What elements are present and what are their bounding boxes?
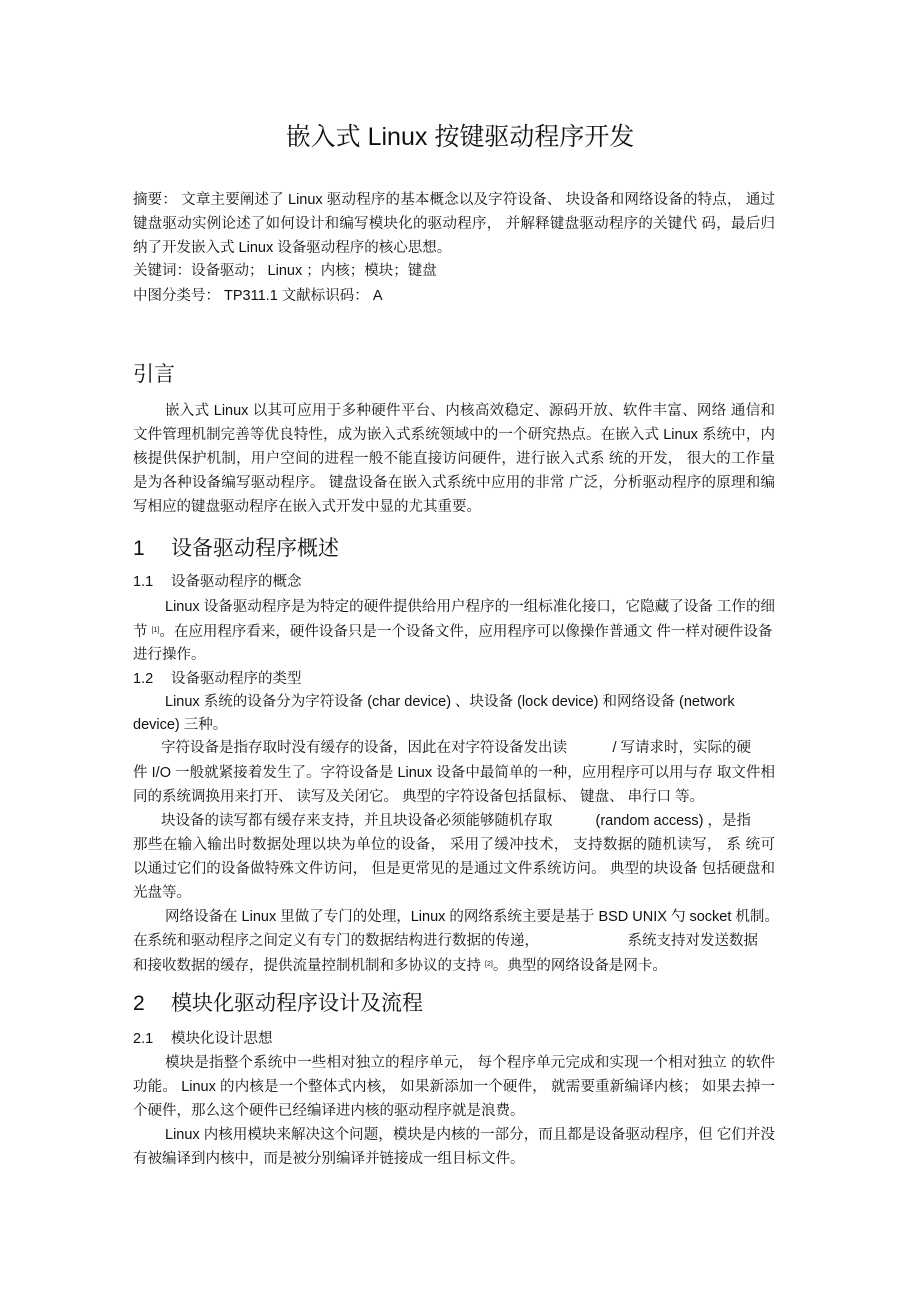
paragraph-line — [133, 931, 758, 951]
classification: 中图分类号： TP311.1 文献标识码： A — [133, 288, 383, 304]
section-2-heading — [133, 990, 423, 1018]
paragraph-line: 是为各种设备编写驱动程序。 键盘设备在嵌入式系统中应用的非常 广泛，分析驱动程序的原理和编 — [133, 475, 775, 491]
paragraph-line: 以通过它们的设备做特殊文件访问， 但是更常见的是通过文件系统访问。 典型的块设备 包括硬盘和 — [133, 861, 775, 877]
paragraph-line: 嵌入式 Linux 以其可应用于多种硬件平台、内核高效稳定、源码开放、软件丰富、网络 通信和 — [165, 403, 775, 419]
text: 块设备的读写都有缓存来支持，并且块设备必须能够随机存取 — [161, 813, 553, 829]
citation-ref: [1] — [151, 627, 160, 634]
abstract-line: 键盘驱动实例论述了如何设计和编写模块化的驱动程序， 并解释键盘驱动程序的关键代 码，最后归 — [133, 216, 775, 232]
paragraph-line — [161, 811, 751, 831]
text: 字符设备是指存取时没有缓存的设备，因此在对字符设备发出读 — [161, 740, 567, 756]
subsection-number: 2.1 — [133, 1031, 154, 1047]
text: 和接收数据的缓存，提供流量控制机制和多协议的支持 — [133, 958, 481, 974]
paragraph-line: 写相应的键盘驱动程序在嵌入式开发中显的尤其重要。 — [133, 499, 481, 515]
paragraph-line: 核提供保护机制，用户空间的进程一般不能直接访问硬件，进行嵌入式系 统的开发， 很大的工作量 — [133, 451, 775, 467]
subsection-title: 设备驱动程序的概念 — [171, 574, 302, 590]
paragraph-line: 进行操作。 — [133, 647, 206, 663]
document-title: 嵌入式 Linux 按键驱动程序开发 — [285, 123, 635, 151]
text: 。在应用程序看来，硬件设备只是一个设备文件，应用程序可以像操作普通文 件一样对硬件设备 — [159, 624, 773, 640]
paragraph-line: device) 三种。 — [133, 717, 228, 733]
text: / 写请求时，实际的硬 — [612, 740, 751, 756]
paragraph-line — [133, 621, 772, 642]
paragraph-line: Linux 系统的设备分为字符设备 (char device) 、块设备 (lock device) 和网络设备 (network — [165, 694, 735, 710]
section-title: 设备驱动程序概述 — [171, 537, 339, 560]
paragraph-line: 模块是指整个系统中一些相对独立的程序单元， 每个程序单元完成和实现一个相对独立 的软件 — [165, 1055, 775, 1071]
paragraph-line: 网络设备在 Linux 里做了专门的处理，Linux 的网络系统主要是基于 BSD UNIX 勺 socket 机制。 — [165, 909, 779, 925]
citation-ref: [2] — [485, 961, 493, 968]
section-1-heading — [133, 535, 339, 563]
text: 在系统和驱动程序之间定义有专门的数据结构进行数据的传递， — [133, 933, 539, 949]
paragraph-line: 个硬件，那么这个硬件已经编译进内核的驱动程序就是浪费。 — [133, 1103, 525, 1119]
intro-heading: 引言 — [133, 363, 175, 386]
subsection-title: 设备驱动程序的类型 — [171, 671, 302, 687]
subsection-2-1-heading — [133, 1029, 273, 1049]
text: 系统支持对发送数据 — [627, 933, 758, 949]
section-number: 2 — [133, 992, 145, 1015]
paragraph-line: 功能。 Linux 的内核是一个整体式内核， 如果新添加一个硬件， 就需要重新编译内核； 如果去掉一 — [133, 1079, 775, 1095]
section-title: 模块化驱动程序设计及流程 — [171, 992, 423, 1015]
paragraph-line: 件 I/O 一般就紧接着发生了。字符设备是 Linux 设备中最简单的一种，应用程序可以用与存 取文件相 — [133, 765, 775, 781]
subsection-number: 1.1 — [133, 574, 154, 590]
text: 。典型的网络设备是网卡。 — [492, 958, 667, 974]
paragraph-line: 那些在输入输出时数据处理以块为单位的设备， 采用了缓冲技术， 支持数据的随机读写， 系 统可 — [133, 837, 775, 853]
subsection-1-1-heading — [133, 572, 302, 592]
paragraph-line — [133, 955, 667, 976]
subsection-number: 1.2 — [133, 671, 154, 687]
paragraph-line: Linux 设备驱动程序是为特定的硬件提供给用户程序的一组标准化接口，它隐藏了设备 工作的细 — [165, 599, 775, 615]
subsection-title: 模块化设计思想 — [171, 1031, 273, 1047]
keywords: 关键词：设备驱动； Linux ；内核；模块；键盘 — [133, 263, 437, 279]
text: (random access) ，是指 — [595, 813, 751, 829]
section-number: 1 — [133, 537, 145, 560]
paragraph-line: 有被编译到内核中，而是被分别编译并链接成一组目标文件。 — [133, 1151, 525, 1167]
abstract-line: 纳了开发嵌入式 Linux 设备驱动程序的核心思想。 — [133, 240, 452, 256]
paragraph-line: 光盘等。 — [133, 885, 191, 901]
paragraph-line: 文件管理机制完善等优良特性，成为嵌入式系统领域中的一个研究热点。在嵌入式 Linux 系统中，内 — [133, 427, 775, 443]
subsection-1-2-heading — [133, 669, 302, 689]
paragraph-line — [161, 738, 751, 758]
paragraph-line: 同的系统调换用来打开、 读写及关闭它。 典型的字符设备包括鼠标、 键盘、 串行口 等。 — [133, 789, 705, 805]
text: 节 — [133, 624, 148, 640]
paragraph-line: Linux 内核用模块来解决这个问题，模块是内核的一部分，而且都是设备驱动程序，但 它们并没 — [165, 1127, 775, 1143]
abstract-line: 摘要： 文章主要阐述了 Linux 驱动程序的基本概念以及字符设备、 块设备和网络设备的特点， 通过 — [133, 192, 775, 208]
